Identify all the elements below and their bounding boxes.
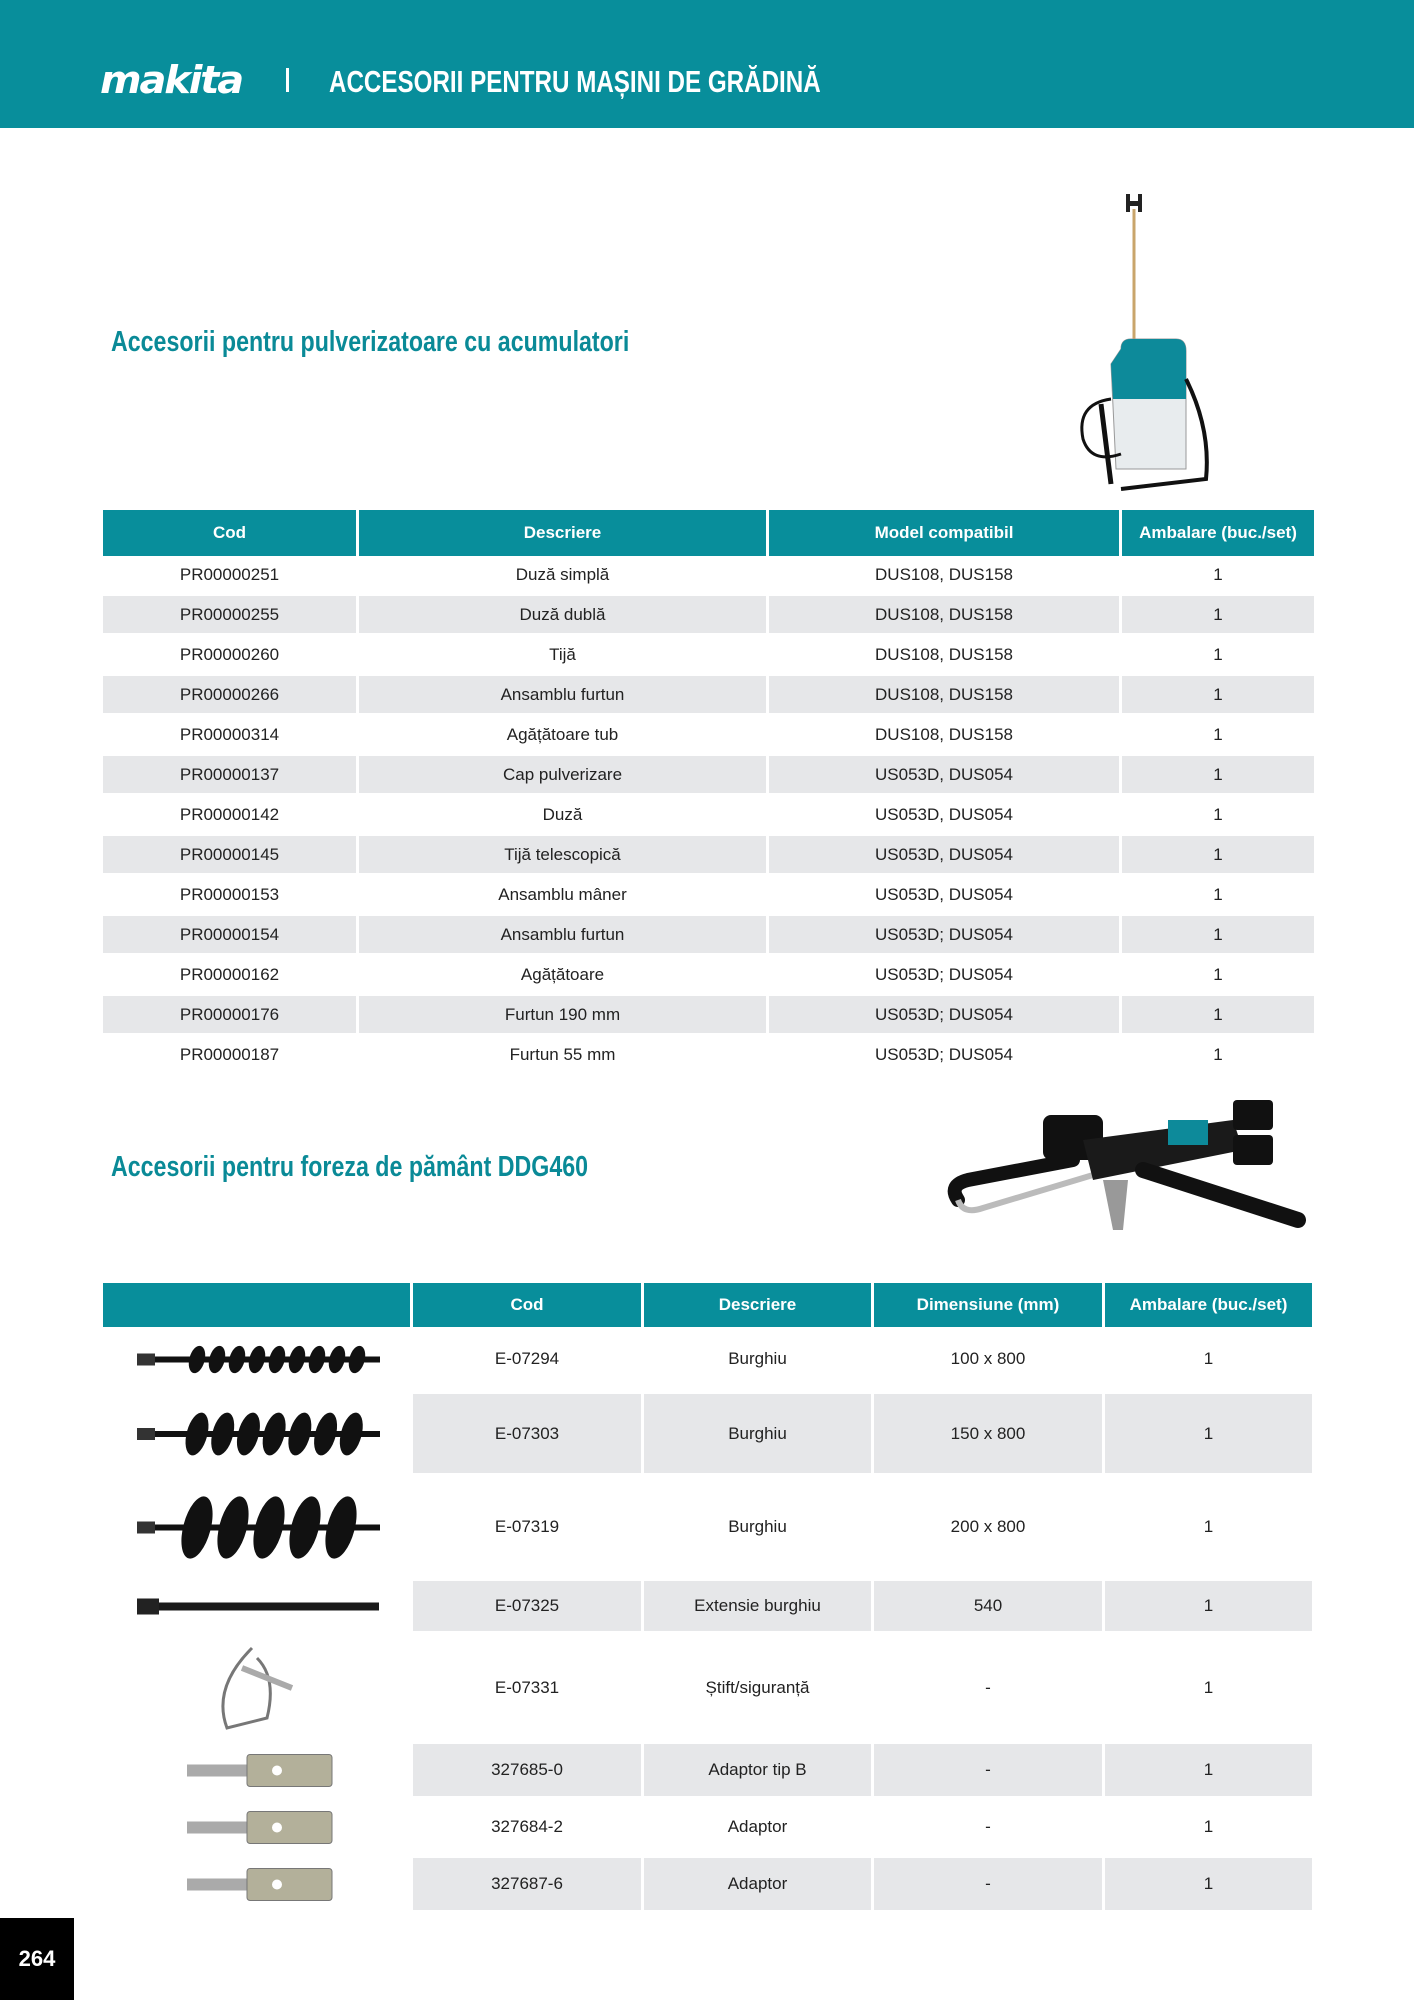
cell-ambalare: 1 [1105, 1744, 1312, 1796]
divider [286, 68, 289, 92]
cell-cod: PR00000266 [103, 676, 356, 713]
cell-descriere: Duză dublă [359, 596, 766, 633]
table-row [103, 836, 1314, 876]
cell-descriere: Știft/siguranță [705, 1677, 810, 1697]
cell-ambalare: 1 [1213, 804, 1223, 824]
cell-model: US053D; DUS054 [769, 916, 1119, 953]
column-header-dimensiune: Dimensiune (mm) [874, 1283, 1102, 1327]
column-header-descriere: Descriere [644, 1283, 871, 1327]
cell-cod: PR00000153 [179, 884, 280, 904]
table-row [103, 876, 1314, 916]
cell-image [103, 1581, 410, 1631]
table-row [103, 1394, 1312, 1473]
column-header-ambalare: Ambalare (buc./set) [1122, 510, 1314, 556]
cell-model: US053D; DUS054 [875, 1044, 1013, 1064]
page-title: ACCESORII PENTRU MAȘINI DE GRĂDINĂ [329, 64, 821, 99]
cell-descriere: Adaptor [644, 1858, 871, 1910]
table-row [103, 1634, 1312, 1741]
makita-logo: makita [100, 58, 243, 102]
cell-cod: E-07325 [413, 1581, 641, 1631]
table-row [103, 556, 1314, 596]
cell-descriere: Cap pulverizare [359, 756, 766, 793]
cell-descriere: Tijă telescopică [359, 836, 766, 873]
cell-model: DUS108, DUS158 [769, 676, 1119, 713]
table-row [103, 1036, 1314, 1076]
cell-model: DUS108, DUS158 [875, 564, 1013, 584]
cell-descriere: Extensie burghiu [644, 1581, 871, 1631]
cell-ambalare: 1 [1105, 1858, 1312, 1910]
cell-ambalare: 1 [1213, 724, 1223, 744]
auger-medium-icon [117, 1396, 397, 1472]
earth-auger-image [943, 1090, 1308, 1245]
cell-ambalare: 1 [1203, 1817, 1214, 1836]
cell-cod: 327684-2 [491, 1817, 563, 1836]
cell-model: US053D; DUS054 [769, 996, 1119, 1033]
cell-descriere: Ansamblu furtun [359, 916, 766, 953]
cell-ambalare: 1 [1203, 1677, 1214, 1697]
section-title-sprayer: Accesorii pentru pulverizatoare cu acumulatori [111, 326, 630, 358]
cell-dimensiune: 150 x 800 [874, 1394, 1102, 1473]
cell-dimensiune: 540 [874, 1581, 1102, 1631]
section-title-auger: Accesorii pentru foreza de pământ DDG460 [111, 1151, 589, 1183]
header-bar [0, 0, 1414, 128]
cell-image [103, 1327, 410, 1391]
cell-cod: PR00000187 [179, 1044, 280, 1064]
column-header-descriere: Descriere [359, 510, 766, 556]
cell-image [103, 1634, 410, 1741]
cell-model: US053D; DUS054 [875, 964, 1013, 984]
cell-descriere: Agățătoare tub [506, 724, 619, 744]
cell-descriere: Furtun 190 mm [359, 996, 766, 1033]
cell-dimensiune: - [985, 1817, 991, 1836]
cell-descriere: Ansamblu mâner [498, 884, 627, 904]
extension-icon [117, 1583, 397, 1630]
pin-icon [117, 1636, 397, 1740]
table-row [103, 676, 1314, 716]
cell-ambalare: 1 [1122, 756, 1314, 793]
sprayer-image [1071, 189, 1251, 494]
table-row [103, 996, 1314, 1036]
cell-ambalare: 1 [1213, 884, 1223, 904]
cell-cod: PR00000145 [103, 836, 356, 873]
cell-cod: PR00000260 [179, 644, 280, 664]
cell-ambalare: 1 [1122, 676, 1314, 713]
cell-descriere: Tijă [549, 644, 576, 664]
table-row [103, 716, 1314, 756]
cell-descriere: Duză [542, 804, 583, 824]
table-row [103, 1858, 1312, 1910]
cell-cod: PR00000251 [179, 564, 280, 584]
adaptor-icon [117, 1746, 397, 1795]
cell-cod: E-07303 [413, 1394, 641, 1473]
table-row [103, 756, 1314, 796]
table-row [103, 596, 1314, 636]
cell-image [103, 1476, 410, 1578]
cell-model: US053D, DUS054 [769, 836, 1119, 873]
auger-large-icon [117, 1478, 397, 1577]
cell-descriere: Burghiu [728, 1349, 787, 1368]
cell-ambalare: 1 [1122, 916, 1314, 953]
table-row [103, 1476, 1312, 1578]
cell-model: US053D, DUS054 [875, 804, 1013, 824]
column-header-ambalare: Ambalare (buc./set) [1105, 1283, 1312, 1327]
cell-ambalare: 1 [1213, 644, 1223, 664]
column-header-image [103, 1283, 410, 1327]
cell-cod: PR00000137 [103, 756, 356, 793]
table-row [103, 636, 1314, 676]
cell-cod: PR00000154 [103, 916, 356, 953]
table-row [103, 916, 1314, 956]
cell-image [103, 1394, 410, 1473]
cell-cod: PR00000142 [179, 804, 280, 824]
cell-cod: PR00000314 [179, 724, 280, 744]
cell-ambalare: 1 [1122, 836, 1314, 873]
cell-image [103, 1744, 410, 1796]
cell-ambalare: 1 [1213, 1044, 1223, 1064]
cell-ambalare: 1 [1105, 1581, 1312, 1631]
cell-ambalare: 1 [1105, 1394, 1312, 1473]
cell-ambalare: 1 [1213, 964, 1223, 984]
cell-descriere: Burghiu [644, 1394, 871, 1473]
table-header [103, 510, 1314, 556]
cell-image [103, 1858, 410, 1910]
cell-descriere: Duză simplă [515, 564, 610, 584]
cell-model: US053D, DUS054 [769, 756, 1119, 793]
cell-cod: PR00000176 [103, 996, 356, 1033]
cell-cod: 327685-0 [413, 1744, 641, 1796]
table-row [103, 796, 1314, 836]
table-row [103, 1744, 1312, 1796]
cell-descriere: Burghiu [728, 1517, 787, 1536]
column-header-cod: Cod [103, 510, 356, 556]
cell-descriere: Adaptor tip B [644, 1744, 871, 1796]
cell-descriere: Ansamblu furtun [359, 676, 766, 713]
cell-ambalare: 1 [1122, 996, 1314, 1033]
table-row [103, 1327, 1312, 1391]
cell-cod: E-07331 [494, 1677, 560, 1697]
cell-model: DUS108, DUS158 [875, 724, 1013, 744]
cell-cod: E-07319 [494, 1517, 560, 1536]
table-row [103, 1799, 1312, 1855]
cell-ambalare: 1 [1203, 1349, 1214, 1368]
adaptor-icon [117, 1801, 397, 1854]
cell-dimensiune: - [874, 1858, 1102, 1910]
cell-dimensiune: 100 x 800 [950, 1349, 1026, 1368]
cell-ambalare: 1 [1122, 596, 1314, 633]
column-header-model: Model compatibil [769, 510, 1119, 556]
table-header [103, 1283, 1312, 1327]
cell-cod: PR00000162 [179, 964, 280, 984]
cell-ambalare: 1 [1213, 564, 1223, 584]
table-row [103, 1581, 1312, 1631]
cell-dimensiune: - [874, 1744, 1102, 1796]
cell-model: US053D, DUS054 [875, 884, 1013, 904]
auger-small-icon [117, 1329, 397, 1390]
adaptor-icon [117, 1860, 397, 1909]
cell-cod: PR00000255 [103, 596, 356, 633]
cell-cod: 327687-6 [413, 1858, 641, 1910]
cell-dimensiune: - [985, 1677, 991, 1697]
cell-descriere: Furtun 55 mm [509, 1044, 616, 1064]
cell-cod: E-07294 [494, 1349, 560, 1368]
page-number: 264 [0, 1918, 74, 2000]
cell-descriere: Agățătoare [520, 964, 605, 984]
table-row [103, 956, 1314, 996]
column-header-cod: Cod [413, 1283, 641, 1327]
cell-dimensiune: 200 x 800 [950, 1517, 1026, 1536]
cell-model: DUS108, DUS158 [769, 596, 1119, 633]
cell-image [103, 1799, 410, 1855]
cell-ambalare: 1 [1203, 1517, 1214, 1536]
cell-descriere: Adaptor [727, 1817, 788, 1836]
cell-model: DUS108, DUS158 [875, 644, 1013, 664]
